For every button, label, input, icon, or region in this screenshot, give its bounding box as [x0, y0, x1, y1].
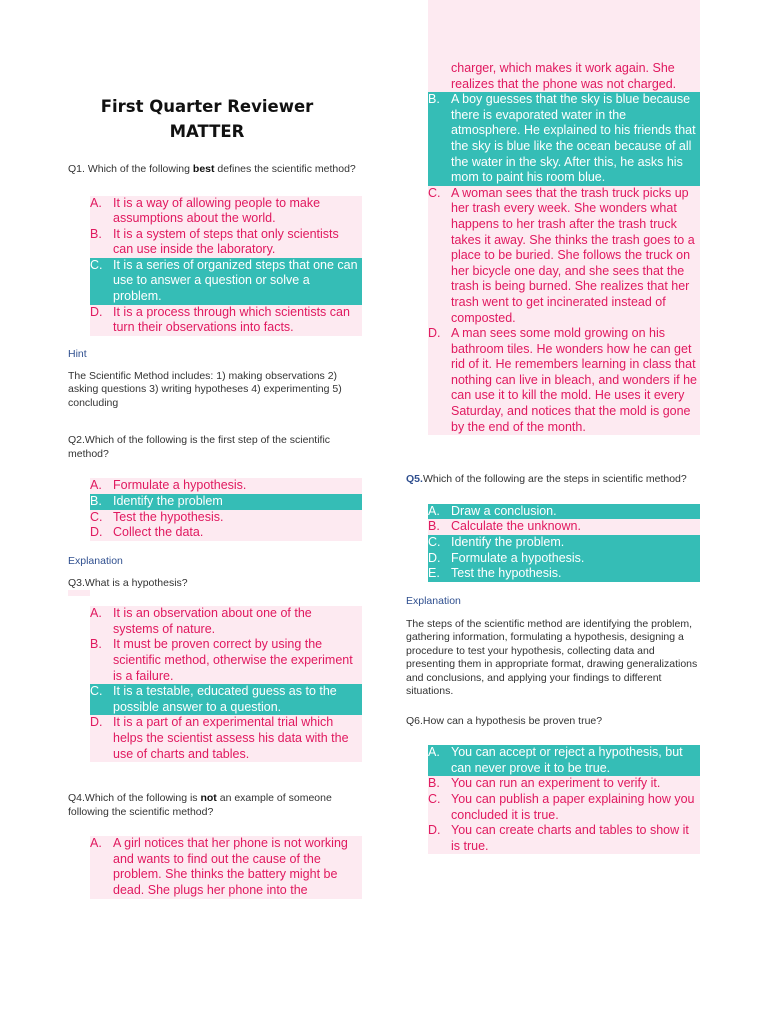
left-column: [68, 0, 362, 899]
right-column: [406, 0, 700, 854]
question-2: Q2.Which of the following is the first step of the scientific method?: [68, 434, 331, 460]
q4-option-b[interactable]: B. A boy guesses that the sky is blue because there is evaporated water in the atmosphere. He explained to his friends that the sky is blue like the ocean because of all the water in the sky. After this, he asks his mom to paint his room blue.: [428, 92, 700, 186]
q6-option-d[interactable]: D. You can create charts and tables to show it is true.: [428, 823, 700, 854]
hint-text: The Scientific Method includes: 1) making observations 2) asking questions 3) writing hypotheses 4) experimenting 5) concluding: [68, 369, 342, 409]
question-5-text: Which of the following are the steps in scientific method?: [422, 473, 687, 486]
explanation-label-2: Explanation: [406, 594, 461, 607]
q3-option-d[interactable]: D. It is a part of an experimental trial which helps the scientist assess his data with the use of charts and tables.: [90, 715, 362, 762]
question-6-options: [406, 745, 700, 854]
question-4-options-part1: [68, 836, 362, 898]
question-2-options: [68, 478, 362, 540]
q1-option-d[interactable]: D. It is a process through which scientists can turn their observations into facts.: [90, 305, 362, 336]
q4-option-a-continued[interactable]: charger, which makes it work again. She realizes that the phone was not charged.: [428, 61, 700, 92]
question-1-prefix: Q1. Which of the following: [68, 163, 193, 175]
q1-option-b[interactable]: B. It is a system of steps that only scientists can use inside the laboratory.: [90, 227, 362, 258]
question-4: [68, 792, 362, 819]
q2-option-b[interactable]: B. Identify the problem: [90, 494, 362, 510]
question-5-options: [406, 504, 700, 582]
q2-option-c[interactable]: C. Test the hypothesis.: [90, 510, 362, 526]
question-6: Q6.How can a hypothesis be proven true?: [406, 714, 603, 727]
q6-option-c[interactable]: C. You can publish a paper explaining how you concluded it is true.: [428, 792, 700, 823]
q5-option-d[interactable]: D. Formulate a hypothesis.: [428, 551, 700, 567]
q4-option-c[interactable]: C. A woman sees that the trash truck picks up her trash every week. She wonders what happens to her trash after the trash truck takes it away. She thinks the trash goes to a place to be buried. She follows the truck on her bicycle one day, and she sees that the trash is being burned. She realizes that her trash went to get incinerated instead of composted.: [428, 186, 700, 326]
q2-option-d[interactable]: D. Collect the data.: [90, 525, 362, 541]
q2-option-a[interactable]: A. Formulate a hypothesis.: [90, 478, 362, 494]
q6-option-b[interactable]: B. You can run an experiment to verify it.: [428, 776, 700, 792]
question-1: [68, 163, 362, 177]
q1-option-a[interactable]: A. It is a way of allowing people to make assumptions about the world.: [90, 196, 362, 227]
q5-option-e[interactable]: E. Test the hypothesis.: [428, 566, 700, 582]
q5-option-a[interactable]: A. Draw a conclusion.: [428, 504, 700, 520]
hint-label: Hint: [68, 347, 87, 360]
question-4-bold: not: [200, 792, 217, 805]
q4-option-a[interactable]: A. A girl notices that her phone is not working and wants to find out the cause of the problem. She thinks the battery might be dead. She plugs her phone into the: [90, 836, 362, 898]
question-1-options: [68, 196, 362, 336]
question-1-suffix: defines the scientific method?: [214, 163, 356, 175]
q3-option-c[interactable]: C. It is a testable, educated guess as to the possible answer to a question.: [90, 684, 362, 715]
q4-option-d[interactable]: D. A man sees some mold growing on his bathroom tiles. He wonders how he can get rid of it. He remembers learning in class that nothing can live in bleach, and wonders if he can use it to kill the mold. He uses it every Saturday, and notices that the mold is gone by the end of the month.: [428, 326, 700, 435]
question-3-options: [68, 606, 362, 762]
question-5: [406, 473, 700, 487]
question-4-suffix: an example of someone following the scientific method?: [68, 792, 332, 818]
question-4-options-part2: [406, 61, 700, 435]
explanation-text: The steps of the scientific method are identifying the problem, gathering information, formulating a hypothesis, designing a procedure to test your hypothesis, collecting data and presenting them in appropriate format, drawing generalizations and conclusions, and applying your findings to different situations.: [406, 617, 698, 698]
question-1-bold: best: [192, 163, 215, 175]
page-subtitle: MATTER: [169, 122, 245, 141]
q5-option-c[interactable]: C. Identify the problem.: [428, 535, 700, 551]
q6-option-a[interactable]: A. You can accept or reject a hypothesis, but can never prove it to be true.: [428, 745, 700, 776]
q1-option-c[interactable]: C. It is a series of organized steps that one can use to answer a question or solve a problem.: [90, 258, 362, 305]
q3-option-b[interactable]: B. It must be proven correct by using the scientific method, otherwise the experiment is a failure.: [90, 637, 362, 684]
page-title: First Quarter Reviewer: [100, 97, 314, 116]
explanation-label-1: Explanation: [68, 554, 123, 567]
question-5-number: Q5.: [406, 473, 423, 486]
question-3: Q3.What is a hypothesis?: [68, 576, 188, 589]
q5-option-b[interactable]: B. Calculate the unknown.: [428, 519, 700, 535]
q3-option-a[interactable]: A. It is an observation about one of the systems of nature.: [90, 606, 362, 637]
question-4-prefix: Q4.Which of the following is: [68, 792, 201, 805]
